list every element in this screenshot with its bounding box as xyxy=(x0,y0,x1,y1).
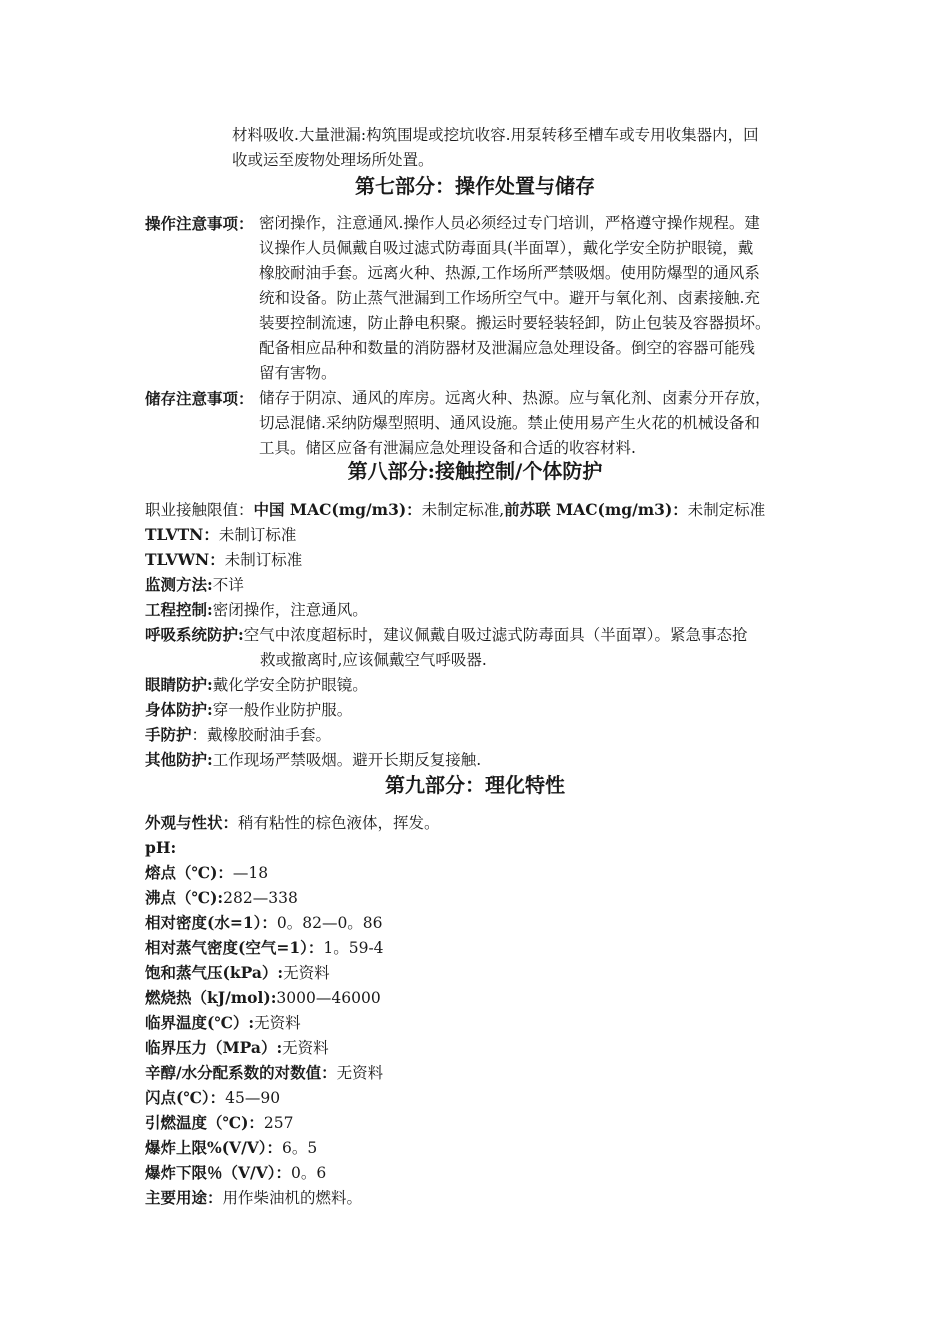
property-row xyxy=(145,910,815,936)
monitoring-row xyxy=(145,572,815,598)
operation-label: 操作注意事项： xyxy=(145,214,254,233)
eye-protection-value: 戴化学安全防护眼镜。 xyxy=(212,676,368,694)
continuation-paragraph xyxy=(232,123,812,173)
property-value: 用作柴油机的燃料。 xyxy=(222,1189,363,1207)
oel-prefix: 职业接触限值： xyxy=(145,501,254,519)
property-value: 45—90 xyxy=(225,1089,281,1107)
property-label: 临界温度(℃）: xyxy=(145,1013,255,1032)
tlvwn-label: TLVWN： xyxy=(145,550,225,569)
property-value: —18 xyxy=(232,864,269,882)
property-row xyxy=(145,1110,815,1136)
eye-protection-label: 眼睛防护: xyxy=(145,675,213,694)
property-row xyxy=(145,1010,815,1036)
section8-title: 第八部分:接触控制/个体防护 xyxy=(347,459,603,483)
property-label: 爆炸下限％（V/V）： xyxy=(145,1163,291,1182)
text-line: 留有害物。 xyxy=(259,364,337,382)
tlvwn-value: 未制订标准 xyxy=(224,551,303,569)
body-protection-label: 身体防护: xyxy=(145,700,213,719)
property-label: 临界压力（MPa）: xyxy=(145,1038,283,1057)
operation-text xyxy=(259,211,810,386)
monitoring-label: 监测方法: xyxy=(145,575,213,594)
china-mac-value: 未制定标准, xyxy=(421,501,505,519)
storage-label: 储存注意事项： xyxy=(145,389,254,408)
operation-precautions xyxy=(145,211,810,386)
property-label: 沸点（℃): xyxy=(145,888,224,907)
text-line: 储存于阴凉、通风的库房。远离火种、热源。应与氧化剂、卤素分开存放， xyxy=(259,389,771,407)
text-line: 工具。储区应备有泄漏应急处理设备和合适的收容材料. xyxy=(259,439,636,457)
property-label: 相对密度(水=1）： xyxy=(145,913,277,932)
respiratory-protection xyxy=(145,622,810,673)
eye-protection-row xyxy=(145,672,815,698)
china-mac-label: 中国 MAC(mg/m3)： xyxy=(253,500,422,519)
property-label: 相对蒸气密度(空气=1）： xyxy=(145,938,324,957)
storage-text xyxy=(259,386,810,461)
hand-protection-label: 手防护 xyxy=(145,725,192,744)
property-value: 257 xyxy=(263,1114,294,1132)
property-row xyxy=(145,1060,815,1086)
respiratory-line: 救或撤离时,应该佩戴空气呼吸器. xyxy=(260,651,487,669)
property-value: 稍有粘性的棕色液体，挥发。 xyxy=(238,814,440,832)
ussr-mac-value: 未制定标准 xyxy=(687,501,766,519)
property-value: 无资料 xyxy=(336,1064,384,1082)
property-label: 主要用途： xyxy=(145,1188,223,1207)
property-label: 外观与性状： xyxy=(145,813,239,832)
text-line: 配备相应品种和数量的消防器材及泄漏应急处理设备。倒空的容器可能残 xyxy=(259,339,756,357)
property-value: 3000—46000 xyxy=(276,989,381,1007)
respiratory-line: 空气中浓度超标时，建议佩戴自吸过滤式防毒面具（半面罩）。紧急事态抢 xyxy=(243,626,748,644)
property-label: 燃烧热（kJ/mol): xyxy=(145,988,277,1007)
other-protection-value: 工作现场严禁吸烟。避开长期反复接触. xyxy=(212,751,482,769)
text-line: 统和设备。防止蒸气泄漏到工作场所空气中。避开与氧化剂、卤素接触.充 xyxy=(259,289,760,307)
property-row xyxy=(145,960,815,986)
text-line: 橡胶耐油手套。远离火种、热源,工作场所严禁吸烟。使用防爆型的通风系 xyxy=(259,264,760,282)
property-row xyxy=(145,1035,815,1061)
tlvtn-row xyxy=(145,522,815,548)
body-protection-value: 穿一般作业防护服。 xyxy=(212,701,353,719)
property-row xyxy=(145,835,815,861)
other-protection-label: 其他防护: xyxy=(145,750,213,769)
continuation-line: 材料吸收.大量泄漏:构筑围堤或挖坑收容.用泵转移至槽车或专用收集器内，回 xyxy=(232,126,759,144)
property-row xyxy=(145,935,815,961)
text-line: 装要控制流速，防止静电积聚。搬运时要轻装轻卸，防止包装及容器损坏。 xyxy=(259,314,771,332)
exposure-limits-row xyxy=(145,497,815,523)
storage-precautions xyxy=(145,386,810,461)
property-value: 无资料 xyxy=(254,1014,301,1032)
property-value: 0。6 xyxy=(290,1164,327,1182)
property-row xyxy=(145,1185,815,1211)
property-row xyxy=(145,860,815,886)
engineering-control-value: 密闭操作，注意通风。 xyxy=(212,601,368,619)
property-value: 无资料 xyxy=(282,1039,329,1057)
property-value: 6。5 xyxy=(282,1139,318,1157)
property-value: 0。82—0。86 xyxy=(276,914,383,932)
property-row xyxy=(145,985,815,1011)
engineering-control-row xyxy=(145,597,815,623)
tlvwn-row xyxy=(145,547,815,573)
property-value: 1。59-4 xyxy=(323,939,384,957)
monitoring-value: 不详 xyxy=(212,576,244,594)
engineering-control-label: 工程控制: xyxy=(145,600,213,619)
hand-protection-row xyxy=(145,722,815,748)
respiratory-label: 呼吸系统防护: xyxy=(145,625,244,644)
property-row xyxy=(145,885,815,911)
tlvtn-label: TLVTN： xyxy=(145,525,219,544)
property-label: 熔点（℃)： xyxy=(145,863,233,882)
property-row xyxy=(145,810,815,836)
property-row xyxy=(145,1160,815,1186)
section9-title: 第九部分：理化特性 xyxy=(385,773,565,797)
ussr-mac-label: 前苏联 MAC(mg/m3)： xyxy=(504,500,688,519)
property-label: 引燃温度（℃)： xyxy=(145,1113,264,1132)
property-label: 爆炸上限%(V/V）： xyxy=(145,1138,283,1157)
property-value: 无资料 xyxy=(283,964,330,982)
body-protection-row xyxy=(145,697,815,723)
hand-protection-value: ：戴橡胶耐油手套。 xyxy=(191,726,332,744)
continuation-line: 收或运至废物处理场所处置。 xyxy=(232,151,434,169)
property-label: 辛醇/水分配系数的对数值： xyxy=(145,1063,337,1082)
text-line: 密闭操作，注意通风.操作人员必须经过专门培训，严格遵守操作规程。建 xyxy=(259,214,760,232)
property-label: pH: xyxy=(145,838,177,857)
text-line: 议操作人员佩戴自吸过滤式防毒面具(半面罩），戴化学安全防护眼镜，戴 xyxy=(259,239,754,257)
property-row xyxy=(145,1085,815,1111)
tlvtn-value: 未制订标准 xyxy=(218,526,297,544)
property-row xyxy=(145,1135,815,1161)
property-value: 282—338 xyxy=(223,889,298,907)
text-line: 切忌混储.采纳防爆型照明、通风设施。禁止使用易产生火花的机械设备和 xyxy=(259,414,760,432)
property-label: 饱和蒸气压(kPa）: xyxy=(145,963,284,982)
property-label: 闪点(℃）： xyxy=(145,1088,226,1107)
section7-title: 第七部分：操作处置与储存 xyxy=(355,174,595,198)
